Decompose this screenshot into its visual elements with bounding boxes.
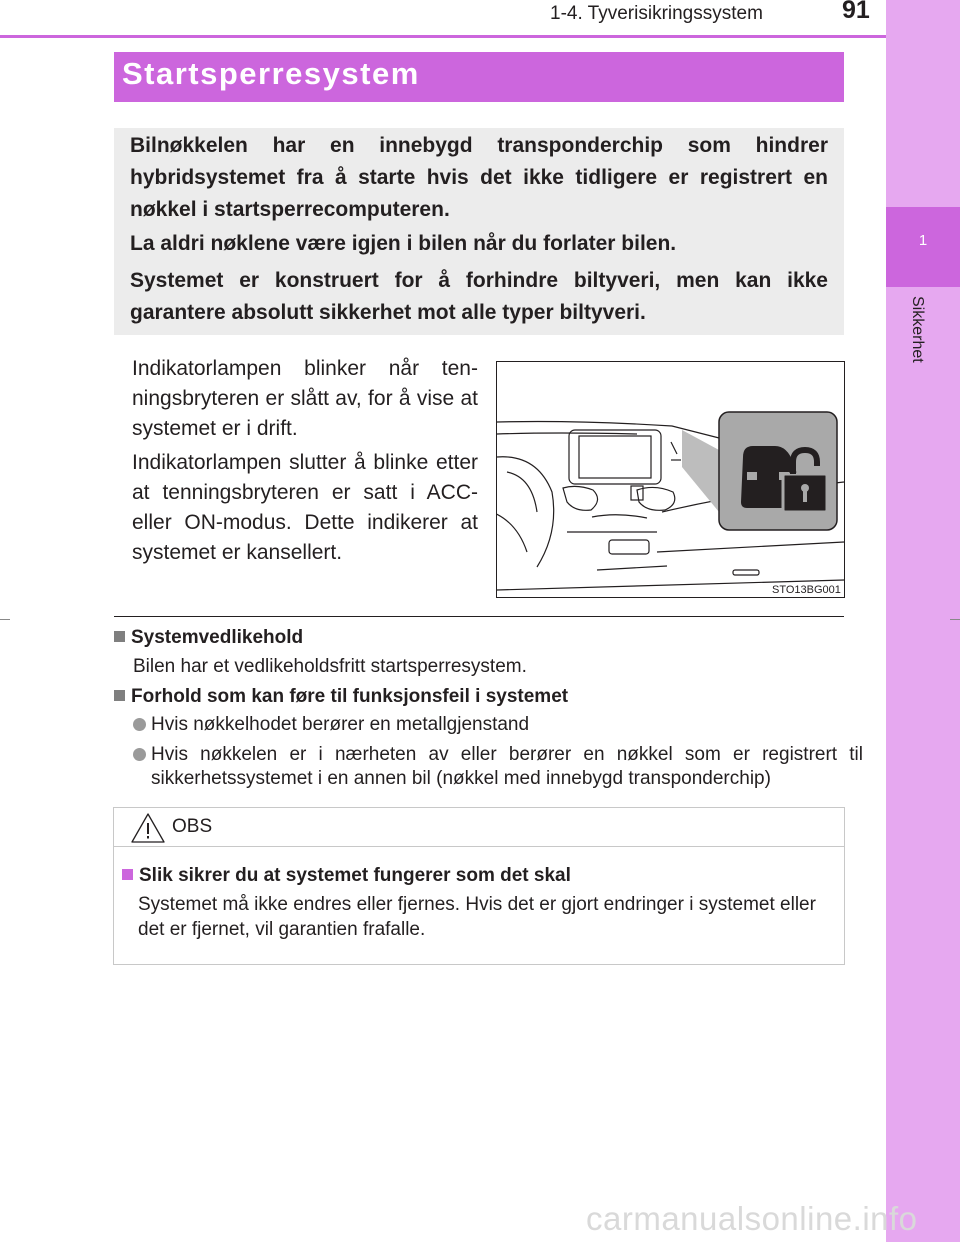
- section-header: 1-4. Tyverisikringssystem: [550, 3, 763, 24]
- dashboard-drawing: [497, 362, 844, 597]
- section-divider: [114, 616, 844, 617]
- side-tab-strip: [886, 0, 960, 1242]
- caution-text: Systemet må ikke endres eller fjernes. Hvis det er gjort endringer i systemet eller det er fjernet, vil garantien frafalle.: [138, 894, 816, 940]
- caution-header-rule: [114, 846, 844, 847]
- page-number: 91: [842, 0, 870, 24]
- caution-label: OBS: [172, 816, 213, 837]
- crop-mark-right: [950, 619, 960, 620]
- page-title: Startsperresystem: [122, 56, 420, 91]
- list-item: Hvis nøkkelen er i nærheten av eller berører en nøkkel som er registrert til sikkerhetssystemet i en annen bil (nøkkel med innebygd transponderchip): [133, 743, 863, 791]
- body-paragraph-2: Indikatorlampen slutter å blinke etter at tenningsbryteren er satt i ACC- eller ON-modus. Dette indikerer at systemet er kansellert.: [132, 451, 478, 564]
- intro-paragraph-2: La aldri nøklene være igjen i bilen når du forlater bilen.: [130, 232, 677, 255]
- figure-code: STO13BG001: [772, 584, 841, 596]
- malfunction-heading: Forhold som kan føre til funksjonsfeil i systemet: [114, 686, 568, 708]
- watermark: carmanualsonline.info: [586, 1200, 918, 1237]
- intro-paragraph-3: Systemet er konstruert for å forhindre biltyveri, men kan ikke garantere absolutt sikkerhet mot alle typer biltyveri.: [130, 269, 828, 324]
- square-bullet-icon: [114, 690, 125, 701]
- body-paragraph-1: Indikatorlampen blinker når tenningsbryteren er slått av, for å vise at systemet er i drift.: [132, 357, 478, 440]
- maintenance-text: Bilen har et vedlikeholdsfritt startsperresystem.: [133, 656, 527, 677]
- square-bullet-icon: [114, 631, 125, 642]
- list-item: Hvis nøkkelhodet berører en metallgjenstand: [133, 713, 845, 737]
- round-bullet-icon: [133, 718, 146, 731]
- maintenance-heading: Systemvedlikehold: [114, 627, 303, 649]
- caution-heading: Slik sikrer du at systemet fungerer som det skal: [122, 865, 571, 887]
- chapter-number: 1: [918, 232, 928, 249]
- round-bullet-icon: [133, 748, 146, 761]
- chapter-label: Sikkerhet: [909, 296, 926, 363]
- car-lock-icon: [741, 446, 827, 512]
- dashboard-illustration: [496, 361, 845, 598]
- header-rule: [0, 35, 886, 38]
- crop-mark-left: [0, 619, 10, 620]
- warning-triangle-icon: [130, 812, 166, 844]
- intro-paragraph-1: Bilnøkkelen har en innebygd transponderchip som hindrer hybridsystemet fra å starte hvis det ikke tidligere er registrert en nøkkel i startsperrecomputeren.: [130, 134, 828, 221]
- square-bullet-icon: [122, 869, 133, 880]
